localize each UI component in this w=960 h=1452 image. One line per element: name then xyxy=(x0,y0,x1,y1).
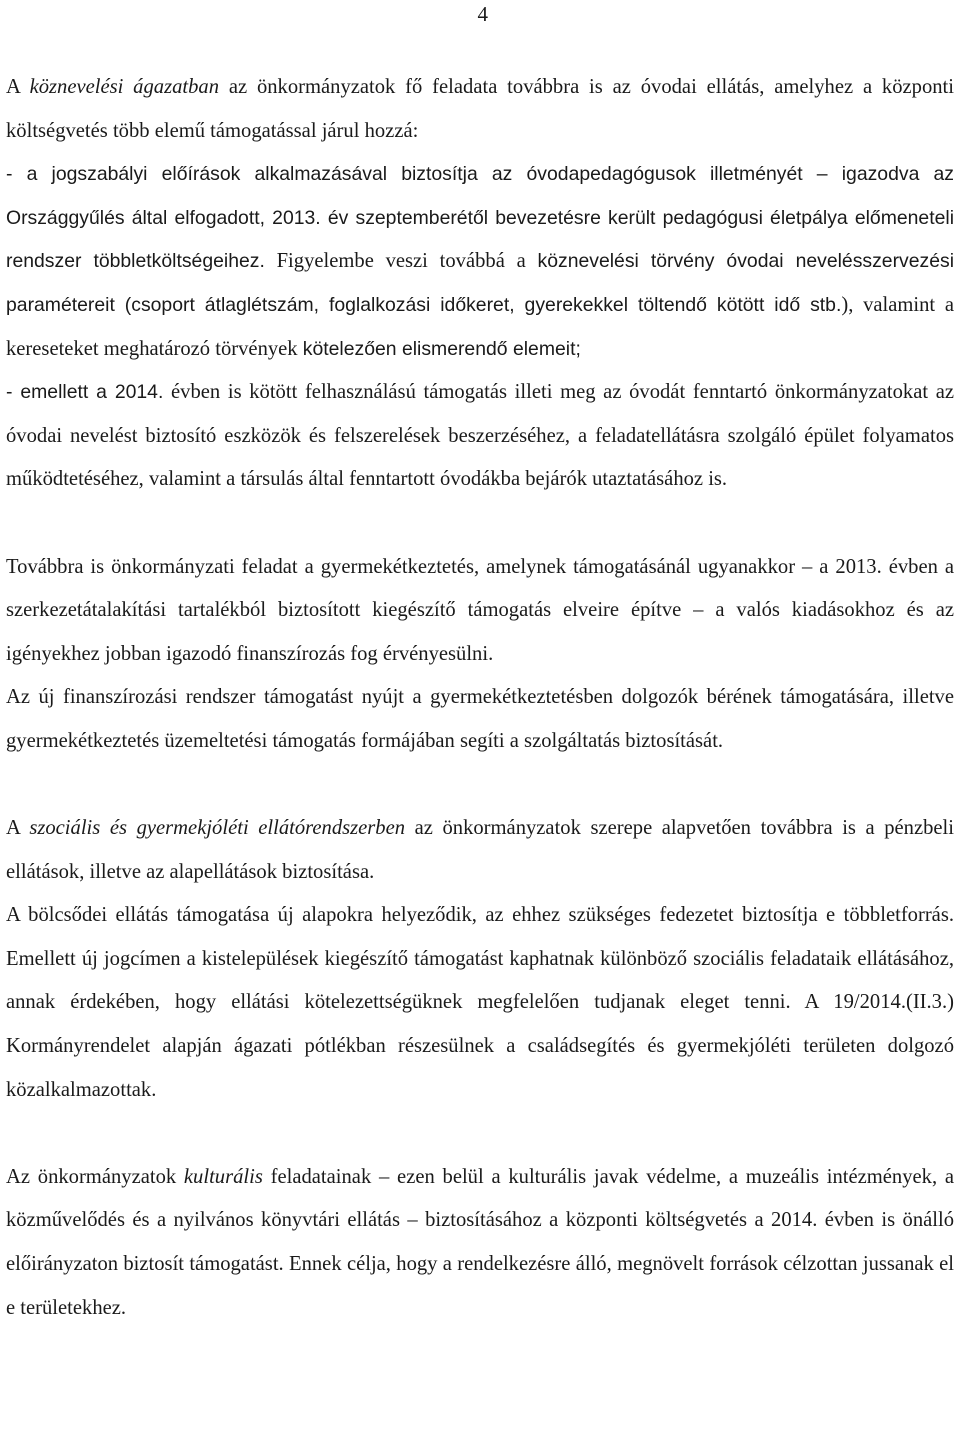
text-run: feladatainak – ezen belül a kulturális javak védelme, a muzeális intézmények, a közművelődés és a nyilvános könyvtári ellátás – biztosításához a központi költségvetés a 2014. évben is önálló előirányzaton biztosít támogatást. Ennek célja, hogy a rendelkezésre álló, megnövelt források célzottan jussanak el e területekhez. xyxy=(6,1165,954,1319)
emphasis-education-sector: köznevelési ágazatban xyxy=(29,76,219,98)
text-run: évben is kötött felhasználású támogatás illeti meg az óvodát fenntartó önkormányzatokat az óvodai nevelést biztosító eszközök és felszerelések beszerzéséhez, a feladatellátásra szolgáló épület folyamatos működtetéséhez, valamint a társulás által fenntartott óvodákba bejárók utaztatásához is. xyxy=(6,381,955,491)
emphasis-cultural: kulturális xyxy=(183,1165,263,1188)
text-run: - emellett a 2014. xyxy=(6,381,164,404)
text-run: - a jogszabályi előírások alkalmazásával biztosítja az óvodapedagógusok illetményét – igazodva az Országgyűlés által elfogadott, 2013. év szeptemberétől bevezetésre került pedagógusi életpálya előmeneteli rendszer többletköltségeihez. xyxy=(6,163,954,273)
education-intro-paragraph xyxy=(6,66,954,153)
text-run: ), valamint a kereseteket meghatározó törvények xyxy=(6,293,954,360)
text-run: A xyxy=(6,76,30,98)
text-run: kötelezően elismerendő elemeit; xyxy=(302,337,581,360)
child-catering-paragraph: Továbbra is önkormányzati feladat a gyermekétkeztetés, amelynek támogatásánál ugyanakkor – a 2013. évben a szerkezetátalakítási tartalékból biztosított kiegészítő támogatás elveire építve – a valós kiadásokhoz és az igényekhez jobban igazodó finanszírozás fog érvényesülni. xyxy=(6,555,954,665)
cultural-tasks-paragraph xyxy=(6,1156,954,1330)
emphasis-social-system: szociális és gyermekjóléti ellátórendszerben xyxy=(29,817,406,840)
text-run: az önkormányzatok szerepe alapvetően továbbra is a pénzbeli ellátások, illetve az alapellátások biztosítása. xyxy=(6,817,954,883)
paragraph-spacer xyxy=(6,764,954,808)
page-number: 4 xyxy=(477,2,488,26)
document-body xyxy=(6,66,954,1330)
education-salary-paragraph xyxy=(6,153,954,371)
education-operation-paragraph xyxy=(6,371,954,502)
paragraph-spacer xyxy=(6,502,954,546)
text-run: Az önkormányzatok xyxy=(6,1165,184,1188)
text-run: A xyxy=(6,817,30,840)
nursery-funding-paragraph: A bölcsődei ellátás támogatása új alapokra helyeződik, az ehhez szükséges fedezetet biztosítja e többletforrás. Emellett új jogcímen a kistelepülések kiegészítő támogatást kaphatnak különböző szociális feladataik ellátásához, annak érdekében, hogy ellátási kötelezettségüknek megfelelően tudjanak eleget tenni. A 19/2014.(II.3.) Kormányrendelet alapján ágazati pótlékban részesülnek a családsegítés és gyermekjóléti területen dolgozó közalkalmazottak. xyxy=(6,904,954,1101)
text-run: az önkormányzatok fő feladata továbbra is az óvodai ellátás, amelyhez a központi költségvetés több elemű támogatással járul hozzá: xyxy=(6,76,954,142)
paragraph-spacer xyxy=(6,1112,954,1156)
social-system-paragraph xyxy=(6,807,954,894)
text-run: köznevelési törvény óvodai nevelésszervezési paramétereit (csoport átlaglétszám, foglalkozási időkeret, gyerekekkel töltendő kötött idő stb. xyxy=(6,250,955,316)
child-catering-funding-paragraph: Az új finanszírozási rendszer támogatást nyújt a gyermekétkeztetésben dolgozók bérének támogatására, illetve gyermekétkeztetés üzemeltetési támogatás formájában segíti a szolgáltatás biztosítását. xyxy=(6,686,954,752)
text-run: Figyelembe veszi továbbá a xyxy=(264,250,526,273)
